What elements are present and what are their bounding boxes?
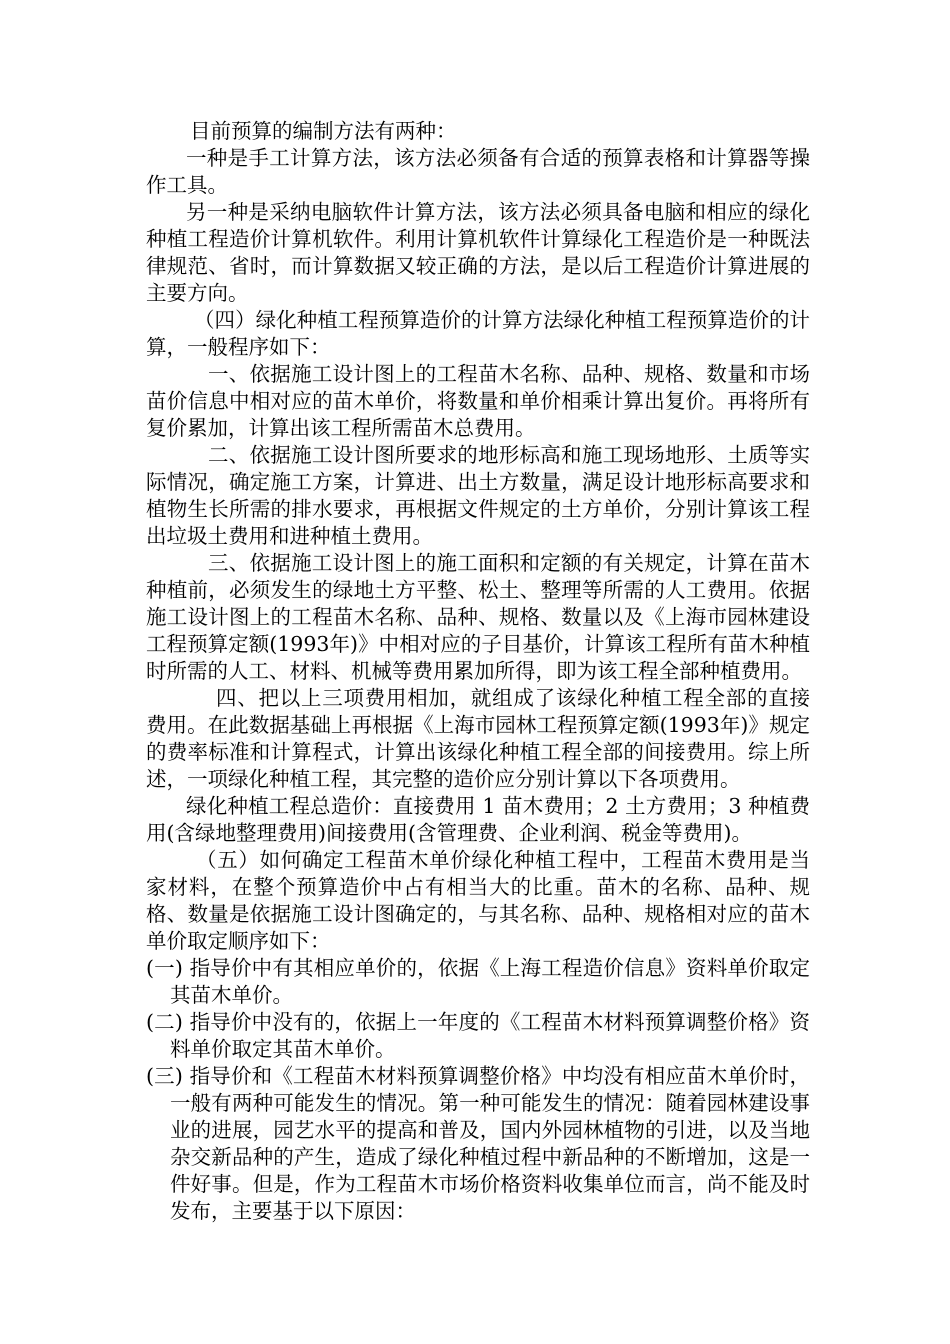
list-item-gap xyxy=(183,1064,190,1088)
list-item-gap xyxy=(183,1010,190,1034)
list-item-text: 指导价中没有的，依据上一年度的《工程苗木材料预算调整价格》资料单价取定其苗木单价。 xyxy=(170,1010,810,1061)
list-item-1 xyxy=(146,955,810,1009)
list-item-label: (二) xyxy=(146,1010,183,1034)
paragraph-step-four: 四、把以上三项费用相加，就组成了该绿化种植工程全部的直接费用。在此数据基础上再根据《上海市园林工程预算定额(1993年)》规定的费率标准和计算程式，计算出该绿化种植工程全部的间接费用。综上所述，一项绿化种植工程，其完整的造价应分别计算以下各项费用。 xyxy=(146,686,810,791)
paragraph-step-one: 一、依据施工设计图上的工程苗木名称、品种、规格、数量和市场苗价信息中相对应的苗木单价，将数量和单价相乘计算出复价。再将所有复价累加，计算出该工程所需苗木总费用。 xyxy=(146,362,810,440)
paragraph-step-two: 二、依据施工设计图所要求的地形标高和施工现场地形、土质等实际情况，确定施工方案，计算进、出土方数量，满足设计地形标高要求和植物生长所需的排水要求，再根据文件规定的土方单价，分别计算该工程出垃圾土费用和进种植土费用。 xyxy=(146,443,810,548)
document-body xyxy=(146,118,810,1225)
list-item-3 xyxy=(146,1063,810,1225)
list-item-2 xyxy=(146,1009,810,1063)
paragraph-methods-intro: 目前预算的编制方法有两种： xyxy=(190,119,457,143)
paragraph-section-five: （五）如何确定工程苗木单价绿化种植工程中，工程苗木费用是当家材料，在整个预算造价中占有相当大的比重。苗木的名称、品种、规格、数量是依据施工设计图确定的，与其名称、品种、规格相对应的苗木单价取定顺序如下： xyxy=(146,848,810,953)
paragraph-total-cost: 绿化种植工程总造价：直接费用 1 苗木费用；2 土方费用；3 种植费用(含绿地整理费用)间接费用(含管理费、企业利润、税金等费用)。 xyxy=(146,794,810,845)
list-item-text: 指导价和《工程苗木材料预算调整价格》中均没有相应苗木单价时，一般有两种可能发生的情况。第一种可能发生的情况：随着园林建设事业的进展，园艺水平的提高和普及，国内外园林植物的引进，以及当地杂交新品种的产生，造成了绿化种植过程中新品种的不断增加，这是一件好事。但是，作为工程苗木市场价格资料收集单位而言，尚不能及时发布，主要基于以下原因： xyxy=(170,1064,810,1223)
list-item-gap xyxy=(183,956,190,980)
list-item-label: (三) xyxy=(146,1064,183,1088)
list-item-text: 指导价中有其相应单价的，依据《上海工程造价信息》资料单价取定其苗木单价。 xyxy=(170,956,810,1007)
paragraph-section-four: （四）绿化种植工程预算造价的计算方法绿化种植工程预算造价的计算，一般程序如下： xyxy=(146,308,810,359)
list-item-label: (一) xyxy=(146,956,183,980)
paragraph-software-method: 另一种是采纳电脑软件计算方法，该方法必须具备电脑和相应的绿化种植工程造价计算机软件。利用计算机软件计算绿化工程造价是一种既法律规范、省时，而计算数据又较正确的方法，是以后工程造价计算进展的主要方向。 xyxy=(146,200,810,305)
paragraph-step-three: 三、依据施工设计图上的施工面积和定额的有关规定，计算在苗木种植前，必须发生的绿地土方平整、松土、整理等所需的人工费用。依据施工设计图上的工程苗木名称、品种、规格、数量以及《上海市园林建设工程预算定额(1993年)》中相对应的子目基价，计算该工程所有苗木种植时所需的人工、材料、机械等费用累加所得，即为该工程全部种植费用。 xyxy=(146,551,810,683)
paragraph-manual-method: 一种是手工计算方法，该方法必须备有合适的预算表格和计算器等操作工具。 xyxy=(146,146,810,197)
